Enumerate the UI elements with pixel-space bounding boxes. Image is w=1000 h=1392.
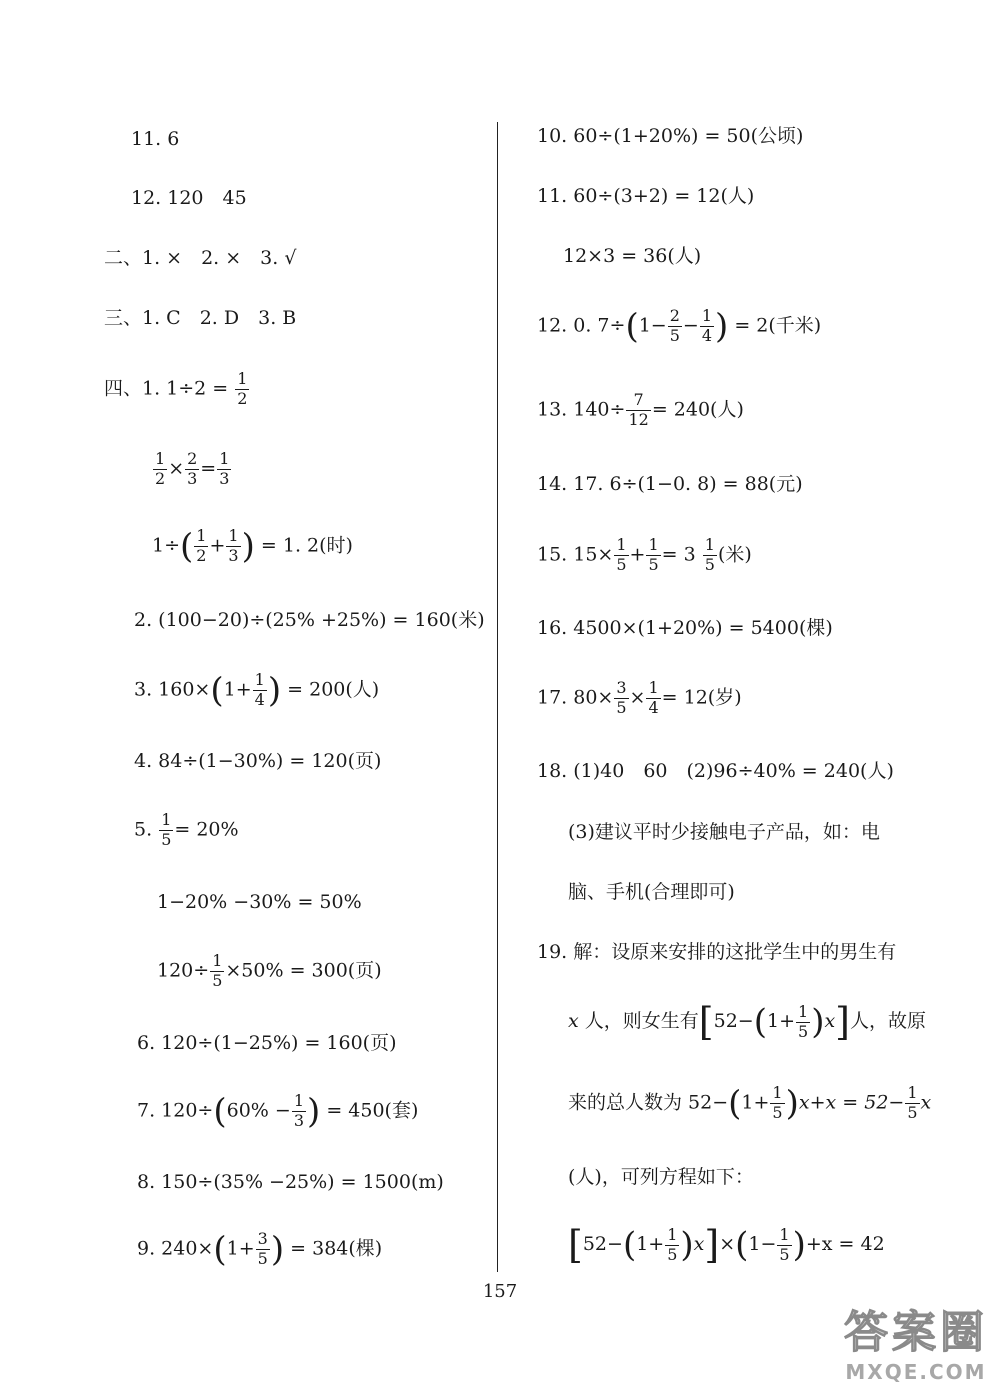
answer-line: 2. (100−20)÷(25% +25%) = 160(米) xyxy=(134,609,485,631)
paren-close: ) xyxy=(241,526,255,567)
fraction: $\frac{3}{5}$ xyxy=(616,678,627,717)
answer-line: $\frac{1}{2}$ × $\frac{2}{3}$ = $\frac{1}{3}$ xyxy=(155,449,230,488)
fraction: $\frac{1}{4}$ xyxy=(254,670,265,709)
answer-line: 9. 240×(1+ $\frac{3}{5}$ ) = 384(棵) xyxy=(137,1229,383,1270)
answer-line: 12. 0. 7÷(1− $\frac{2}{5}$ − $\frac{1}{4}$ ) = 2(千米) xyxy=(537,306,822,347)
fraction: $\frac{1}{5}$ xyxy=(704,535,715,574)
answer-line: 脑、手机(合理即可) xyxy=(568,881,735,903)
watermark-title: 答案圈 xyxy=(844,1307,988,1358)
paren-close: ) xyxy=(811,1002,825,1042)
fraction: $\frac{1}{5}$ xyxy=(212,951,223,990)
answer-line: 120÷ $\frac{1}{5}$ ×50% = 300(页) xyxy=(157,951,382,990)
answer-line: 5. $\frac{1}{5}$ = 20% xyxy=(134,810,239,849)
watermark-logo xyxy=(844,1296,988,1384)
answer-line: 8. 150÷(35% −25%) = 1500(m) xyxy=(137,1171,444,1193)
paren-open: ( xyxy=(213,1229,227,1270)
paren-open: ( xyxy=(728,1083,742,1124)
answer-line: 1−20% −30% = 50% xyxy=(157,891,362,913)
answer-line: 15. 15× $\frac{1}{5}$ + $\frac{1}{5}$ = 3 $\frac{1}{5}$ (米) xyxy=(537,535,752,574)
fraction: $\frac{1}{3}$ xyxy=(219,449,230,488)
paren-open: ( xyxy=(210,670,224,711)
fraction: $\frac{1}{5}$ xyxy=(798,1001,809,1041)
answer-line: 11. 60÷(3+2) = 12(人) xyxy=(537,185,755,207)
fraction: $\frac{1}{5}$ xyxy=(616,535,627,574)
paren-open: ( xyxy=(213,1091,227,1132)
bracket-open: [ xyxy=(568,1223,583,1267)
answer-line: 7. 120÷(60% − $\frac{1}{3}$ ) = 450(套) xyxy=(137,1091,419,1132)
answer-line: 1÷( $\frac{1}{2}$ + $\frac{1}{3}$ ) = 1. 2(时) xyxy=(152,526,353,567)
fraction: $\frac{1}{4}$ xyxy=(648,678,659,717)
fraction: $\frac{3}{5}$ xyxy=(257,1229,268,1268)
fraction: $\frac{7}{12}$ xyxy=(628,390,649,429)
fraction: $\frac{1}{5}$ xyxy=(779,1224,790,1264)
fraction: $\frac{1}{5}$ xyxy=(907,1083,918,1122)
answer-line: 12×3 = 36(人) xyxy=(563,245,702,267)
answer-line: 6. 120÷(1−25%) = 160(页) xyxy=(137,1032,397,1054)
fraction: $\frac{2}{5}$ xyxy=(669,306,680,345)
section-four-q1: 四、1. 1÷2 = $\frac{1}{2}$ xyxy=(104,369,248,408)
paren-open: ( xyxy=(735,1225,749,1265)
paren-close: ) xyxy=(715,306,729,347)
answer-line: 14. 17. 6÷(1−0. 8) = 88(元) xyxy=(537,473,803,495)
answer-line: 12. 120 45 xyxy=(131,187,247,209)
fraction: $\frac{1}{5}$ xyxy=(161,810,172,849)
section-two-answers: 二、1. × 2. × 3. √ xyxy=(104,247,297,269)
answer-line: 来的总人数为 52−(1+ $\frac{1}{5}$ )x+x = 52− $\frac{1}{5}$ x xyxy=(568,1083,932,1124)
answer-line: 4. 84÷(1−30%) = 120(页) xyxy=(134,750,382,772)
answer-line: 17. 80× $\frac{3}{5}$ × $\frac{1}{4}$ = 12(岁) xyxy=(537,678,742,717)
equation-line: [52−(1+ $\frac{1}{5}$ )x]×(1− $\frac{1}{5}$ )+x = 42 xyxy=(568,1223,885,1267)
fraction: $\frac{1}{2}$ xyxy=(155,449,166,488)
paren-open: ( xyxy=(622,1225,637,1265)
page-number: 157 xyxy=(482,1281,518,1302)
paren-open: ( xyxy=(180,526,194,567)
fraction: $\frac{1}{2}$ xyxy=(196,526,207,565)
column-divider xyxy=(497,122,498,1272)
bracket-open: [ xyxy=(698,1000,714,1044)
fraction: $\frac{1}{5}$ xyxy=(772,1083,783,1122)
answer-line: (人)，可列方程如下： xyxy=(568,1166,754,1188)
paren-close: ) xyxy=(680,1225,694,1265)
fraction: $\frac{1}{2}$ xyxy=(237,369,248,408)
answer-line: 10. 60÷(1+20%) = 50(公顷) xyxy=(537,125,804,147)
fraction: $\frac{1}{5}$ xyxy=(648,535,659,574)
paren-open: ( xyxy=(753,1002,767,1042)
fraction: $\frac{2}{3}$ xyxy=(187,449,198,488)
answer-line: (3)建议平时少接触电子产品，如：电 xyxy=(568,821,880,843)
answer-line: 3. 160×(1+ $\frac{1}{4}$ ) = 200(人) xyxy=(134,670,380,711)
paren-close: ) xyxy=(792,1225,806,1265)
paren-close: ) xyxy=(270,1229,285,1270)
section-three-answers: 三、1. C 2. D 3. B xyxy=(104,307,297,329)
paren-close: ) xyxy=(307,1091,321,1132)
answer-line: 13. 140÷ $\frac{7}{12}$ = 240(人) xyxy=(537,390,744,429)
fraction: $\frac{1}{5}$ xyxy=(667,1224,678,1264)
answer-line: 11. 6 xyxy=(131,128,180,150)
answer-line: x 人，则女生有[52−(1+ $\frac{1}{5}$ )x]人，故原 xyxy=(568,1000,927,1044)
watermark-url: MXQE.COM xyxy=(845,1360,987,1384)
fraction: $\frac{1}{3}$ xyxy=(293,1091,305,1130)
answer-line: 19. 解：设原来安排的这批学生中的男生有 xyxy=(537,941,897,963)
answer-line: 16. 4500×(1+20%) = 5400(棵) xyxy=(537,617,833,639)
bracket-close: ] xyxy=(835,1000,850,1044)
fraction: $\frac{1}{4}$ xyxy=(701,306,713,345)
answer-line: 18. (1)40 60 (2)96÷40% = 240(人) xyxy=(537,760,894,782)
paren-open: ( xyxy=(625,306,639,347)
paren-close: ) xyxy=(267,670,282,711)
bracket-close: ] xyxy=(704,1223,720,1267)
paren-close: ) xyxy=(785,1083,799,1124)
fraction: $\frac{1}{3}$ xyxy=(228,526,239,565)
